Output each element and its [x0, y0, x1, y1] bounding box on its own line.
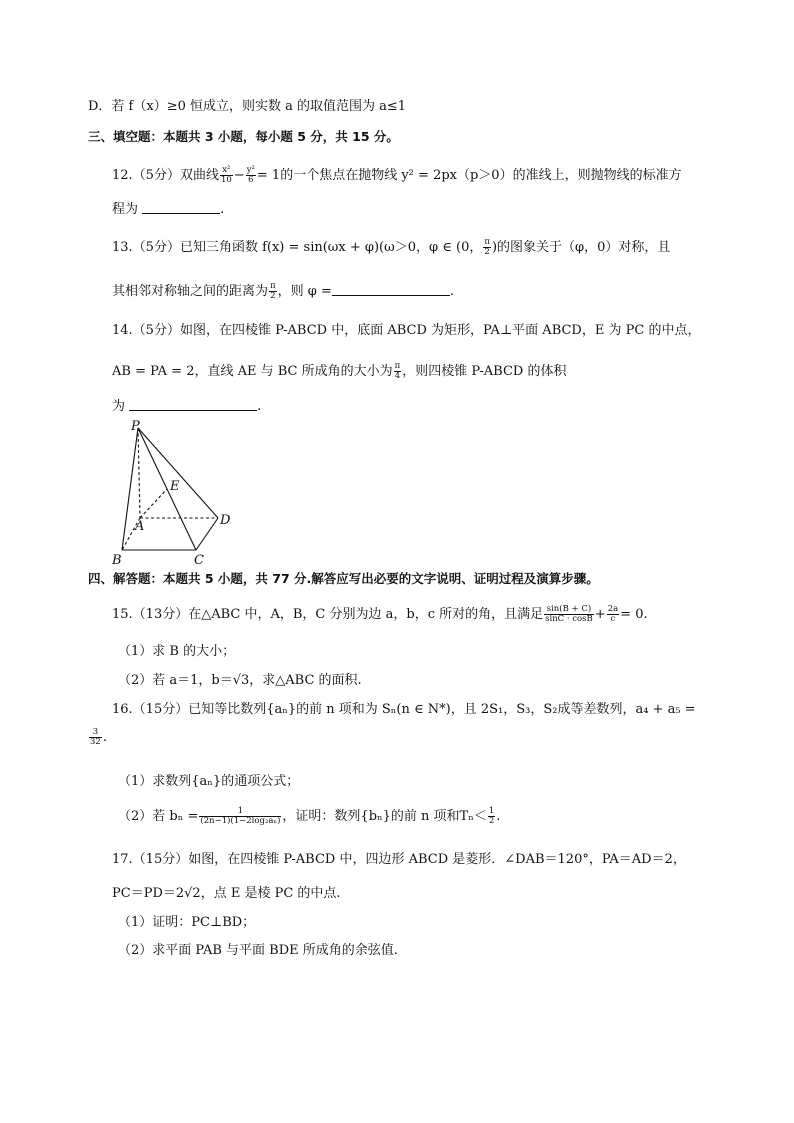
- answer-blank[interactable]: [129, 398, 257, 411]
- segment-ae: [140, 489, 167, 518]
- pyramid-figure: [108, 418, 248, 570]
- question-13-line-2: 其相邻对称轴之间的距离为 $\frac{\pi}{2}$ ，则 φ = .: [112, 281, 455, 301]
- label-a: A: [135, 519, 145, 534]
- question-15-sub-2: （2）若 a＝1，b＝√3，求△ABC 的面积.: [118, 673, 362, 688]
- label-e: E: [170, 479, 180, 494]
- edge-cd: [196, 518, 218, 550]
- question-17-line-1: 17.（15分）如图，在四棱锥 P-ABCD 中，四边形 ABCD 是菱形．∠DAB＝120°，PA＝AD＝2，: [112, 852, 686, 867]
- fraction: $\frac{\pi}{4}$: [394, 361, 401, 381]
- question-12-line-1: 12.（5分）双曲线 $\frac{\text{x²}}{10}$ − $\frac{\text{y²}}{6}$ = 1的一个焦点在抛物线 y² = 2px（p＞0）的准线上，则抛物线的标准方: [112, 165, 682, 185]
- fraction: $\frac{\pi}{2}$: [484, 237, 490, 257]
- question-17-sub-1: （1）证明：PC⊥BD；: [118, 915, 256, 930]
- question-14-line-2: AB = PA = 2，直线 AE 与 BC 所成角的大小为 $\frac{\pi}{4}$ ，则四棱锥 P-ABCD 的体积: [112, 361, 567, 381]
- question-15-line-1: 15.（13分）在△ABC 中，A，B，C 分别为边 a，b，c 所对的角，且满足 $\frac{\sin(B + C)}{\sin C \cdot \cos B}$ + $\frac{2a}{c}$ = 0.: [112, 604, 648, 624]
- edge-pa: [138, 428, 140, 518]
- answer-blank[interactable]: [332, 283, 450, 296]
- fraction: $\frac{\sin(B + C)}{\sin C \cdot \cos B}$: [545, 604, 593, 624]
- question-16-line-1: 16.（15分）已知等比数列{aₙ}的前 n 项和为 Sₙ(n ∈ N*)，且 2S₁，S₃，S₂成等差数列，a₄ + a₅ =: [112, 702, 696, 717]
- section-3-heading: 三、填空题：本题共 3 小题，每小题 5 分，共 15 分。: [88, 129, 399, 144]
- fraction: $\frac{1}{2}$: [488, 806, 495, 826]
- label-c: C: [194, 553, 204, 568]
- question-16-sub-1: （1）求数列{aₙ}的通项公式；: [118, 774, 300, 789]
- fraction: $\frac{1}{\text{(2n−1)(1−2log₂aₙ)}}$: [200, 806, 281, 826]
- fraction: $\frac{\pi}{2}$: [270, 281, 276, 301]
- question-15-sub-1: （1）求 B 的大小；: [118, 644, 236, 659]
- question-13-line-1: 13.（5分）已知三角函数 f(x) = sin(ωx + φ)(ω＞0，φ ∈ (0， $\frac{\pi}{2}$ )的图象关于（φ，0）对称，且: [112, 237, 671, 257]
- question-17-sub-2: （2）求平面 PAB 与平面 BDE 所成角的余弦值.: [118, 943, 398, 958]
- label-p: P: [131, 419, 140, 434]
- question-16-sub-2: （2）若 bₙ = $\frac{1}{\text{(2n−1)(1−2log₂aₙ)}}$ ，证明：数列{bₙ}的前 n 项和Tₙ＜ $\frac{1}{2}$ .: [118, 806, 501, 826]
- question-12-line-2: 程为 .: [112, 202, 225, 217]
- fraction: $\frac{\text{x²}}{10}$: [220, 165, 232, 185]
- section-4-heading: 四、解答题：本题共 5 小题，共 77 分.解答应写出必要的文字说明、证明过程及演算步骤。: [88, 571, 599, 586]
- label-b: B: [112, 553, 122, 568]
- answer-blank[interactable]: [142, 201, 220, 214]
- question-14-line-3: 为 .: [112, 399, 262, 414]
- label-d: D: [220, 513, 231, 528]
- fraction: $\frac{2a}{c}$: [607, 604, 619, 624]
- question-17-line-2: PC＝PD＝2√2，点 E 是棱 PC 的中点.: [112, 886, 341, 901]
- question-16-line-2: $\frac{3}{32}$ .: [90, 727, 107, 747]
- fraction: $\frac{\text{y²}}{6}$: [246, 165, 255, 185]
- edge-pd: [138, 428, 218, 518]
- question-14-line-1: 14.（5分）如图，在四棱锥 P-ABCD 中，底面 ABCD 为矩形，PA⊥平面 ABCD，E 为 PC 的中点，: [112, 323, 701, 338]
- fraction: $\frac{3}{32}$: [90, 727, 101, 747]
- option-d: D．若 f（x）≥0 恒成立，则实数 a 的取值范围为 a≤1: [88, 99, 407, 114]
